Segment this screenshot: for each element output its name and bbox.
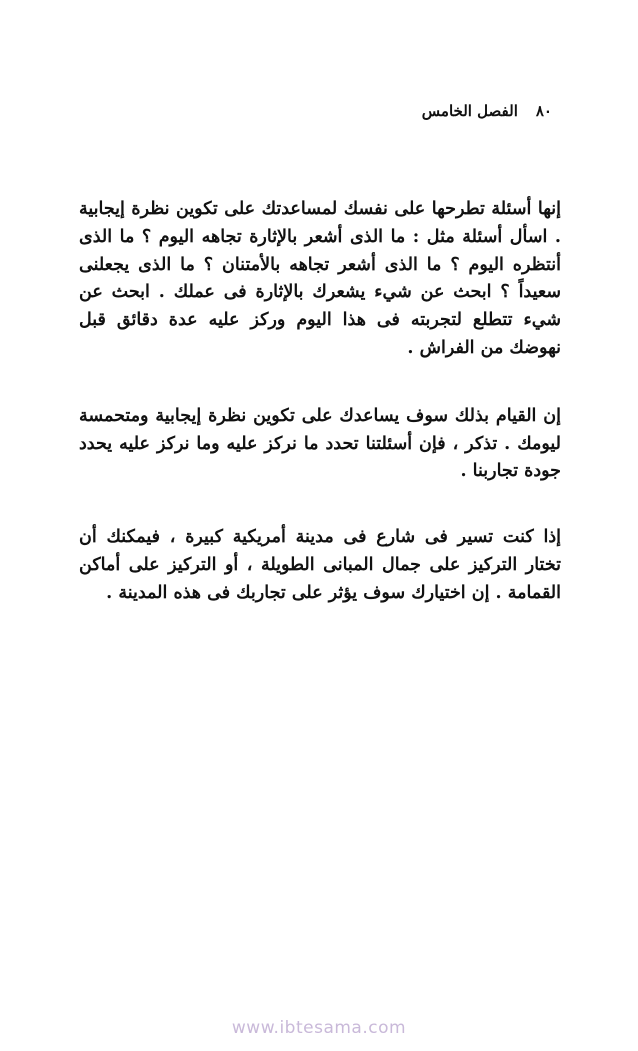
page-body bbox=[79, 196, 561, 608]
page-header bbox=[82, 98, 552, 124]
paragraph-2: إن القيام بذلك سوف يساعدك على تكوين نظرة إيجابية ومتحمسة ليومك . تذكر ، فإن أسئلتنا تحدد ما نركز عليه وما نركز عليه يحدد جودة تجاربنا . bbox=[79, 405, 561, 482]
watermark-text: www.ibtesama.com bbox=[231, 1018, 407, 1038]
page-number: ٨٠ bbox=[535, 102, 552, 120]
chapter-title: الفصل الخامس bbox=[421, 102, 518, 120]
paragraph-3: إذا كنت تسير فى شارع فى مدينة أمريكية كبيرة ، فيمكنك أن تختار التركيز على جمال المبانى الطويلة ، أو التركيز على أماكن القمامة . إن اختيارك سوف يؤثر على تجاربك فى هذه المدينة . bbox=[79, 527, 561, 603]
paragraph-1: إنها أسئلة تطرحها على نفسك لمساعدتك على تكوين نظرة إيجابية . اسأل أسئلة مثل : ما الذى أشعر بالإثارة تجاهه اليوم ؟ ما الذى أنتظره اليوم ؟ ما الذى أشعر تجاهه بالأمتنان ؟ ما الذى يجعلنى سعيداً ؟ ابحث عن شيء يشعرك بالإثارة فى عملك . ابحث عن شيء تتطلع لتجربته فى هذا اليوم وركز عليه عدة دقائق قبل نهوضك من الفراش . bbox=[79, 199, 561, 358]
